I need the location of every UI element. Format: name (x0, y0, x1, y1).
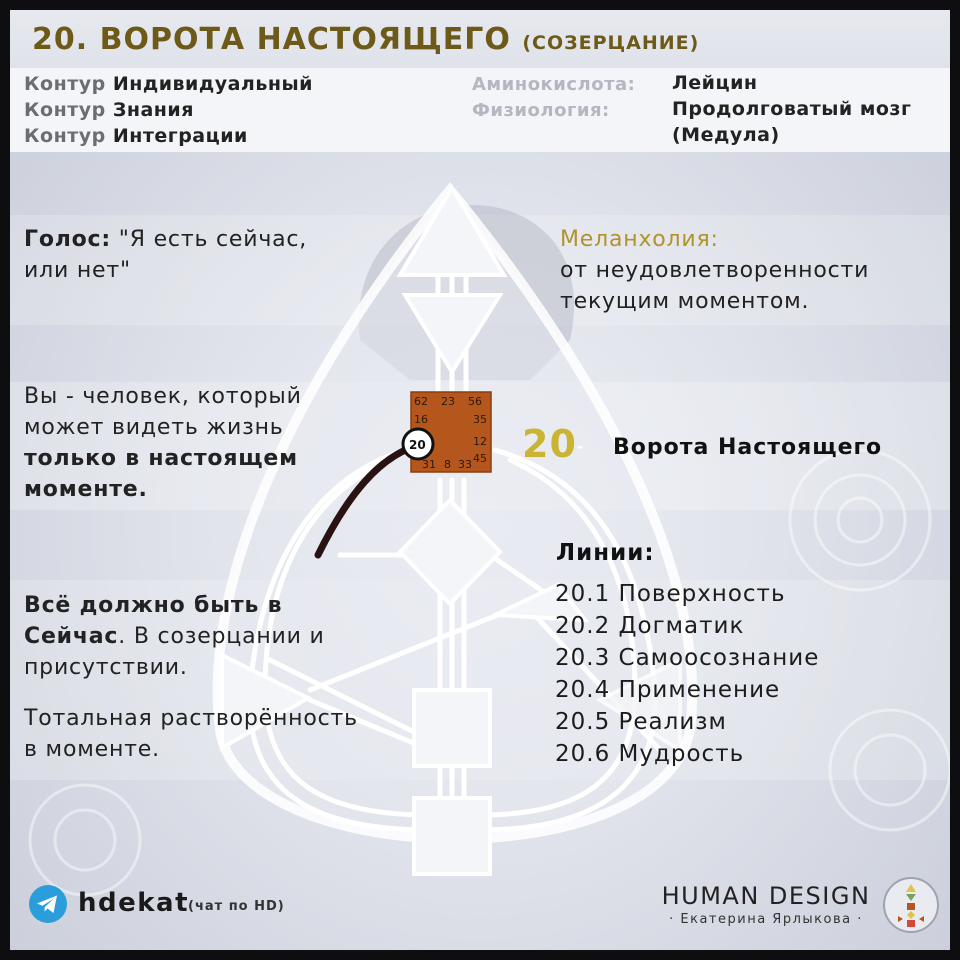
throat-gate-23: 23 (441, 395, 455, 408)
circuit-label: Контур (24, 125, 106, 147)
bodygraph-logo-icon (882, 876, 940, 934)
title-bar (10, 10, 950, 68)
circuit-value: Интеграции (112, 125, 248, 147)
gate-number-value: 20 (522, 422, 577, 466)
line-item: 20.1 Поверхность (555, 581, 786, 607)
throat-gate-31: 31 (422, 458, 436, 471)
throat-gate-45: 45 (473, 452, 487, 465)
circuit-row (24, 125, 248, 147)
statement-line5: в моменте. (24, 737, 160, 762)
circuit-value: Индивидуальный (112, 73, 313, 95)
melancholy-block (560, 224, 869, 317)
throat-gate-56: 56 (468, 395, 482, 408)
lines-title: Линии: (556, 540, 655, 566)
amino-label: Аминокислота: (472, 74, 636, 95)
voice-line1: "Я есть сейчас, (118, 227, 308, 252)
statement-line4: Тотальная растворённость (24, 706, 358, 731)
melancholy-line1: от неудовлетворенности (560, 258, 870, 283)
throat-gate-12: 12 (473, 435, 487, 448)
circuit-value: Знания (112, 99, 194, 121)
page-title (32, 22, 699, 57)
throat-gate-16: 16 (414, 413, 428, 426)
line-item: 20.5 Реализм (555, 709, 727, 735)
statement-line2-bold: Сейчас (24, 624, 119, 649)
physiology-label: Физиология: (472, 100, 610, 121)
description-block (24, 381, 302, 505)
throat-gate-62: 62 (414, 395, 428, 408)
sacral-center (414, 690, 490, 766)
root-center (414, 798, 490, 874)
melancholy-label: Меланхолия: (560, 227, 719, 252)
statement-line3: присутствии. (24, 655, 188, 680)
description-line4: моменте. (24, 477, 148, 502)
brand-author: · Екатерина Ярлыкова · (669, 912, 863, 927)
gate-name: Ворота Настоящего (613, 435, 883, 460)
brand-block (656, 882, 876, 927)
gate-20-marker-label: 20 (409, 438, 426, 452)
title-sub: (СОЗЕРЦАНИЕ) (522, 32, 700, 54)
line-item: 20.4 Применение (555, 677, 781, 703)
physiology-value-line2: (Медула) (672, 124, 780, 146)
description-line3: только в настоящем (24, 446, 298, 471)
voice-label: Голос: (24, 227, 111, 252)
description-line1: Вы - человек, который (24, 384, 302, 409)
physiology-value-line1: Продолговатый мозг (672, 98, 912, 120)
voice-block (24, 224, 307, 286)
circuit-row (24, 73, 313, 95)
info-panel (10, 68, 950, 152)
gate-number (522, 422, 585, 466)
throat-gate-33: 33 (458, 458, 472, 471)
line-item: 20.2 Догматик (555, 613, 745, 639)
title-main: 20. ВОРОТА НАСТОЯЩЕГО (32, 22, 511, 57)
statement-line2-rest: . В созерцании и (118, 624, 325, 649)
throat-gate-35: 35 (473, 413, 487, 426)
circuit-label: Контур (24, 73, 106, 95)
brand-title: HUMAN DESIGN (661, 882, 871, 910)
circuit-row (24, 99, 194, 121)
amino-value: Лейцин (672, 72, 758, 94)
melancholy-line2: текущим моментом. (560, 289, 810, 314)
infographic-card (10, 10, 950, 950)
telegram-icon (28, 884, 68, 924)
voice-line2: или нет" (24, 258, 131, 283)
line-item: 20.3 Самоосознание (555, 645, 820, 671)
statement-block (24, 590, 358, 765)
handle-note: (чат по HD) (188, 899, 285, 914)
circuit-label: Контур (24, 99, 106, 121)
description-line2: может видеть жизнь (24, 415, 284, 440)
statement-line1: Всё должно быть в (24, 593, 283, 618)
handle-text: hdekat (78, 888, 190, 918)
line-item: 20.6 Мудрость (555, 741, 745, 767)
throat-gate-8: 8 (444, 458, 451, 471)
gate-dash: - (576, 437, 585, 456)
